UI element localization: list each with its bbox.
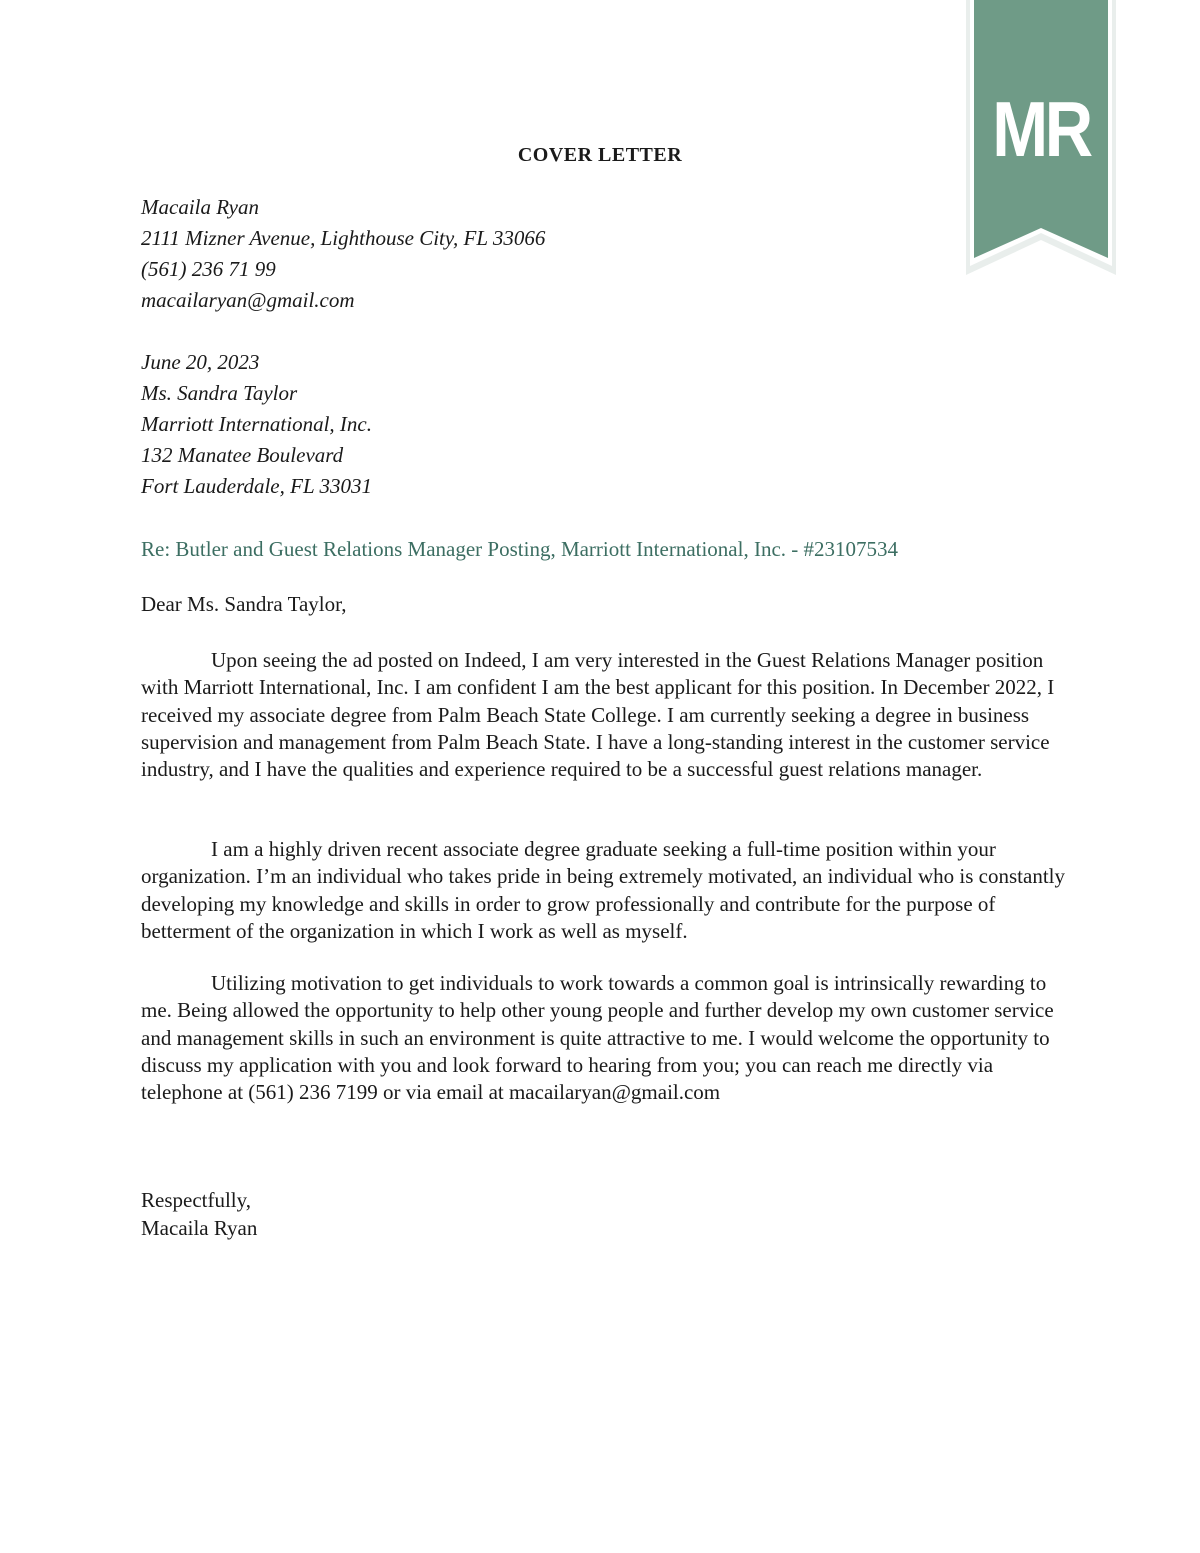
recipient-block [141,347,372,502]
body-paragraph-1: Upon seeing the ad posted on Indeed, I am very interested in the Guest Relations Manager position with Marriott International, Inc. I am confident I am the best applicant for this position. In December 2022, I received my associate degree from Palm Beach State College. I am currently seeking a degree in business supervision and management from Palm Beach State. I have a long-standing interest in the customer service industry, and I have the qualities and experience required to be a successful guest relations manager. [141,648,1055,782]
recipient-name: Ms. Sandra Taylor [141,381,298,405]
signature-name: Macaila Ryan [141,1216,258,1240]
sender-block [141,192,545,316]
subject-line: Re: Butler and Guest Relations Manager Posting, Marriott International, Inc. - #23107534 [141,537,899,561]
document-title: COVER LETTER [517,144,683,166]
sender-address: 2111 Mizner Avenue, Lighthouse City, FL 33066 [141,226,546,250]
body-paragraph-2: I am a highly driven recent associate degree graduate seeking a full-time position within your organization. I’m an individual who takes pride in being extremely motivated, an individual who is constantly developing my knowledge and skills in order to grow professionally and contribute for the purpose of betterment of the organization in which I work as well as myself. [141,837,1065,943]
salutation: Dear Ms. Sandra Taylor, [141,592,347,616]
sender-email: macailaryan@gmail.com [141,288,355,312]
recipient-street: 132 Manatee Boulevard [141,443,344,467]
sender-name: Macaila Ryan [141,195,260,219]
closing-block [141,1186,257,1242]
monogram-initials: MR [992,85,1090,173]
valediction: Respectfully, [141,1188,252,1212]
recipient-company: Marriott International, Inc. [141,412,372,436]
body-paragraph-3: Utilizing motivation to get individuals to work towards a common goal is intrinsically rewarding to me. Being allowed the opportunity to help other young people and further develop my own customer service and management skills in such an environment is quite attractive to me. I would welcome the opportunity to discuss my application with you and look forward to hearing from you; you can reach me directly via telephone at (561) 236 7199 or via email at macailaryan@gmail.com [141,971,1054,1105]
recipient-city: Fort Lauderdale, FL 33031 [141,474,373,498]
sender-phone: (561) 236 71 99 [141,257,276,281]
letter-date: June 20, 2023 [141,350,260,374]
